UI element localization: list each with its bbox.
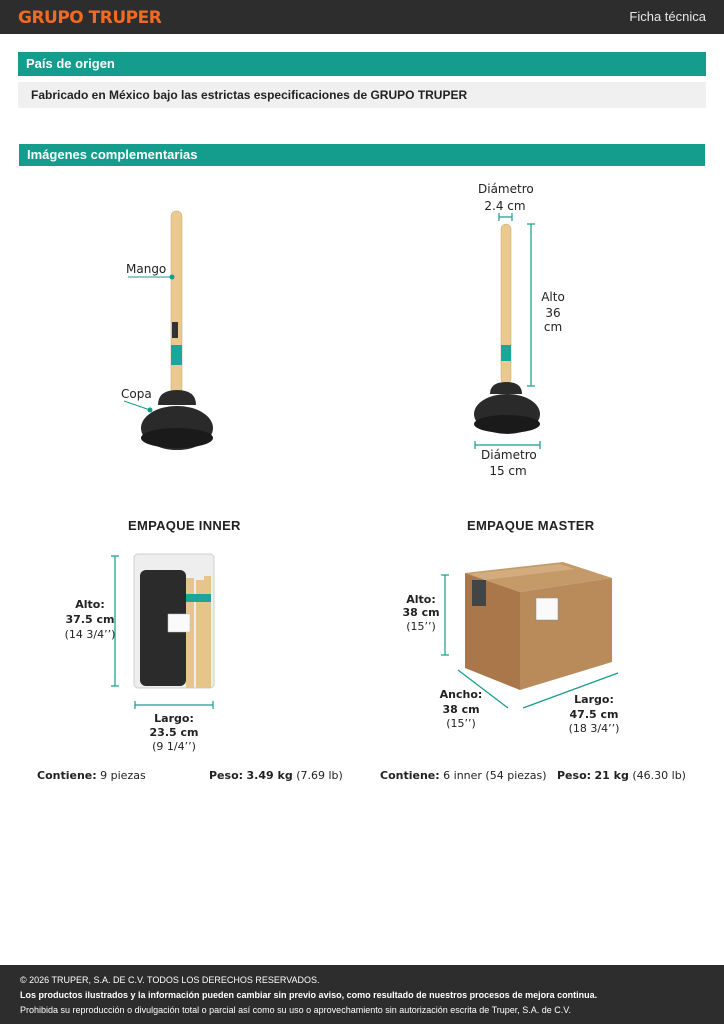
inner-weight-lb: (7.69 lb) [296,769,343,782]
master-ancho-in: (15’’) [446,717,476,730]
brand-logo: GRUPO TRUPER [18,8,162,28]
height-value: 36 cm [543,306,563,334]
master-largo-in: (18 3/4’’) [568,722,620,735]
master-weight-label: Peso: [557,769,592,782]
inner-largo-in: (9 1/4’’) [152,740,196,753]
footer-copyright: © 2026 TRUPER, S.A. DE C.V. TODOS LOS DERECHOS RESERVADOS. [20,975,320,985]
inner-largo-cm: 23.5 cm [149,726,199,739]
diameter-top-label: Diámetro [478,182,534,196]
footer-notice: Los productos ilustrados y la información pueden cambiar sin previo aviso, como resultado de nuestros procesos de mejora continua. [20,990,598,1000]
inner-contents [37,769,146,782]
inner-alto-in: (14 3/4’’) [64,628,116,641]
height-label: Alto [541,290,565,304]
master-ancho-label: Ancho: [439,688,483,701]
document-type: Ficha técnica [629,9,706,24]
master-alto-in: (15’’) [406,620,436,633]
inner-alto-cm: 37.5 cm [65,613,115,626]
master-weight-lb: (46.30 lb) [632,769,686,782]
master-alto-label: Alto: [406,593,436,606]
diameter-bottom-value: 15 cm [489,464,527,478]
master-weight [557,769,686,782]
handle-label: Mango [126,262,167,276]
inner-weight-kg: 3.49 kg [246,769,293,782]
inner-largo-label: Largo: [154,712,194,725]
master-contents [380,769,547,782]
master-contents-value: 6 inner (54 piezas) [443,769,547,782]
master-largo-cm: 47.5 cm [569,708,619,721]
master-contents-label: Contiene: [380,769,440,782]
inner-weight [209,769,343,782]
diameter-bottom-label: Diámetro [481,448,537,462]
master-largo-label: Largo: [574,693,614,706]
cup-label: Copa [121,387,152,401]
diameter-top-value: 2.4 cm [484,199,526,213]
origin-section-title: País de origen [18,52,706,76]
inner-package-title: EMPAQUE INNER [128,518,241,533]
footer-prohibition: Prohibida su reproducción o divulgación total o parcial así como su uso o aprovechamiento sin autorización escrita de Truper, S.A. de C.V. [20,1005,571,1015]
inner-alto-label: Alto: [75,598,105,611]
footer [0,965,724,1024]
inner-contents-label: Contiene: [37,769,97,782]
inner-weight-label: Peso: [209,769,244,782]
master-alto-cm: 38 cm [402,606,440,619]
inner-contents-value: 9 piezas [100,769,146,782]
master-ancho-cm: 38 cm [442,703,480,716]
master-weight-kg: 21 kg [594,769,629,782]
origin-text: Fabricado en México bajo las estrictas especificaciones de GRUPO TRUPER [18,82,706,108]
images-section-title: Imágenes complementarias [19,144,705,166]
master-package-title: EMPAQUE MASTER [467,518,595,533]
